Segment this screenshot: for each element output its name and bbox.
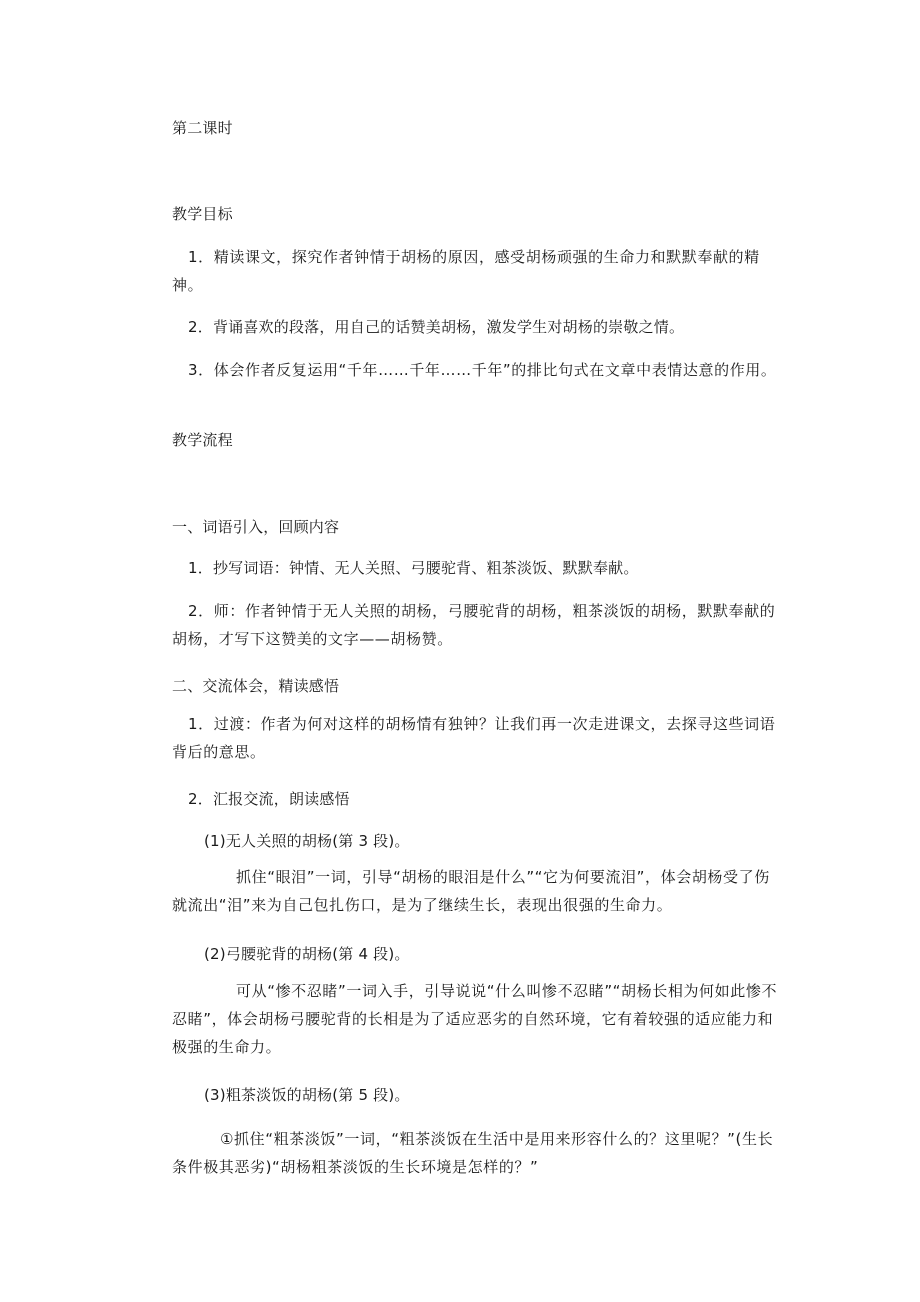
subsection-1-title: (1)无人关照的胡杨(第 3 段)。 (204, 832, 410, 850)
subsection-2-text: 可从“惨不忍睹”一词入手，引导说说“什么叫惨不忍睹”“胡杨长相为何如此惨不忍睹”，体会胡杨弓腰驼背的长相是为了适应恶劣的自然环境，它有着较强的适应能力和极强的生命力。 (172, 982, 778, 1056)
lesson-title: 第二课时 (172, 119, 233, 137)
goal-item-1: 1．精读课文，探究作者钟情于胡杨的原因，感受胡杨顽强的生命力和默默奉献的精神。 (172, 248, 760, 294)
section2-item-1: 1．过渡：作者为何对这样的胡杨情有独钟？让我们再一次走进课文，去探寻这些词语背后的意思。 (172, 715, 776, 761)
section2-item-2: 2．汇报交流，朗读感悟 (188, 790, 350, 808)
subsection-3-text: ①抓住“粗茶淡饭”一词，“粗茶淡饭在生活中是用来形容什么的？这里呢？”(生长条件极其恶劣)“胡杨粗茶淡饭的生长环境是怎样的？” (172, 1130, 774, 1176)
section1-item-2: 2．师：作者钟情于无人关照的胡杨，弓腰驼背的胡杨，粗茶淡饭的胡杨，默默奉献的胡杨，才写下这赞美的文字——胡杨赞。 (172, 602, 776, 648)
goal-item-3: 3．体会作者反复运用“千年……千年……千年”的排比句式在文章中表情达意的作用。 (188, 361, 777, 379)
subsection-3-title: (3)粗茶淡饭的胡杨(第 5 段)。 (204, 1086, 410, 1104)
subsection-1-text: 抓住“眼泪”一词，引导“胡杨的眼泪是什么”“它为何要流泪”，体会胡杨受了伤就流出“泪”来为自己包扎伤口，是为了继续生长，表现出很强的生命力。 (172, 868, 770, 914)
goals-heading: 教学目标 (172, 205, 233, 223)
section1-item-1: 1．抄写词语：钟情、无人关照、弓腰驼背、粗茶淡饭、默默奉献。 (188, 559, 639, 577)
section2-title: 二、交流体会，精读感悟 (172, 677, 340, 695)
section1-title: 一、词语引入，回顾内容 (172, 518, 340, 536)
flow-heading: 教学流程 (172, 431, 233, 449)
subsection-2-title: (2)弓腰驼背的胡杨(第 4 段)。 (204, 945, 410, 963)
goal-item-2: 2．背诵喜欢的段落，用自己的话赞美胡杨，激发学生对胡杨的崇敬之情。 (188, 318, 685, 336)
